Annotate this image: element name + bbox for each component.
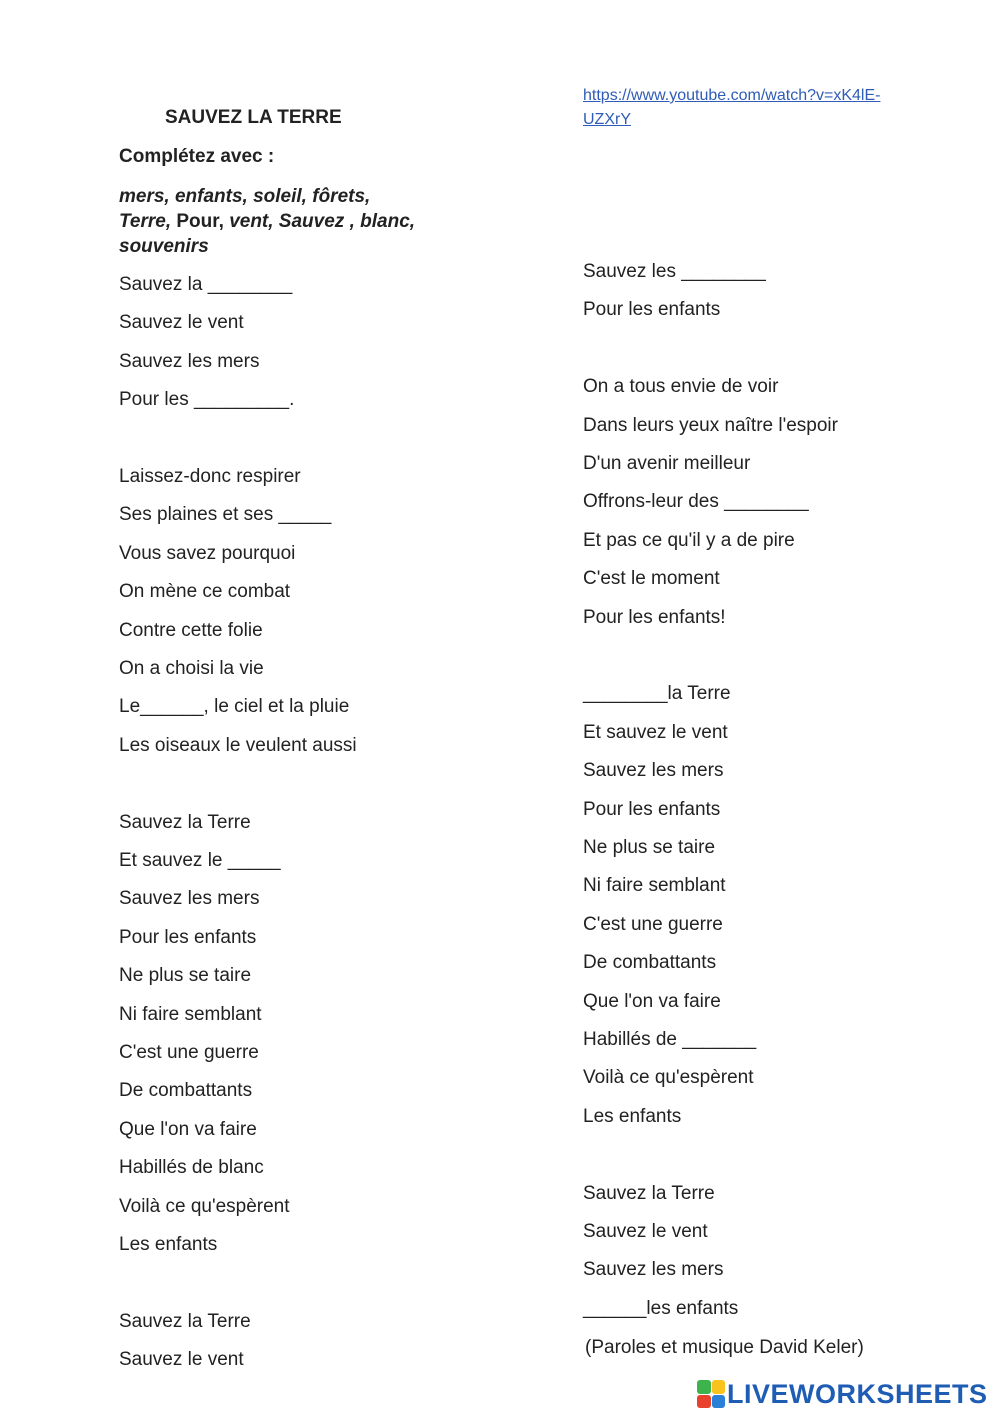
lyric-line: Contre cette folie bbox=[119, 620, 263, 641]
logo-tile bbox=[712, 1380, 726, 1394]
lyric-line: D'un avenir meilleur bbox=[583, 453, 751, 474]
logo-tile bbox=[697, 1395, 711, 1409]
lyric-line: C'est le moment bbox=[583, 568, 720, 589]
youtube-link[interactable]: https://www.youtube.com/watch?v=xK4lE-UZXrY bbox=[583, 87, 881, 128]
lyric-line: Sauvez les mers bbox=[119, 351, 260, 372]
lyric-line: Les oiseaux le veulent aussi bbox=[119, 735, 357, 756]
lyric-line: Sauvez le vent bbox=[583, 1221, 708, 1242]
lyric-line: Sauvez la Terre bbox=[119, 1311, 251, 1332]
word-bank-part: Pour, bbox=[171, 211, 230, 232]
lyric-line: On mène ce combat bbox=[119, 581, 291, 602]
worksheet-title: SAUVEZ LA TERRE bbox=[165, 107, 342, 128]
lyric-line: Pour les _________. bbox=[119, 389, 295, 410]
logo-tile bbox=[712, 1395, 726, 1409]
lyric-line: C'est une guerre bbox=[583, 914, 723, 935]
lyric-line: Sauvez la Terre bbox=[119, 812, 251, 833]
lyric-line: Sauvez les mers bbox=[119, 888, 260, 909]
lyric-line: ______les enfants bbox=[583, 1298, 739, 1319]
lyric-line: Laissez-donc respirer bbox=[119, 466, 301, 487]
word-bank-part: Terre, bbox=[119, 211, 172, 232]
lyric-line: Ni faire semblant bbox=[583, 875, 726, 896]
lyric-line: De combattants bbox=[583, 952, 717, 973]
lyric-line: Voilà ce qu'espèrent bbox=[583, 1067, 754, 1088]
word-bank-part: mers, enfants, soleil, fôrets, bbox=[119, 186, 371, 207]
lyric-line: Pour les enfants bbox=[583, 799, 721, 820]
lyric-line: Sauvez les mers bbox=[583, 1259, 724, 1280]
lyric-line: Ni faire semblant bbox=[119, 1004, 262, 1025]
word-bank-part: blanc, souvenirs bbox=[119, 211, 416, 257]
liveworksheets-logo-icon bbox=[697, 1380, 725, 1408]
lyric-line: Et sauvez le vent bbox=[583, 722, 728, 743]
lyric-line: Ses plaines et ses _____ bbox=[119, 504, 332, 525]
lyric-line: ________la Terre bbox=[583, 683, 731, 704]
lyric-line: Et sauvez le _____ bbox=[119, 850, 281, 871]
lyric-line: Les enfants bbox=[119, 1234, 218, 1255]
lyric-line: Sauvez la Terre bbox=[583, 1183, 715, 1204]
lyric-line: Dans leurs yeux naître l'espoir bbox=[583, 415, 838, 436]
lyric-line: Voilà ce qu'espèrent bbox=[119, 1196, 290, 1217]
lyric-line: On a choisi la vie bbox=[119, 658, 264, 679]
lyric-line: Que l'on va faire bbox=[119, 1119, 257, 1140]
logo-tile bbox=[697, 1380, 711, 1394]
lyric-line: Vous savez pourquoi bbox=[119, 543, 296, 564]
lyric-line: Le______, le ciel et la pluie bbox=[119, 696, 350, 717]
lyric-line: Sauvez les mers bbox=[583, 760, 724, 781]
word-bank-part: vent, Sauvez , bbox=[229, 211, 355, 232]
lyric-line: On a tous envie de voir bbox=[583, 376, 779, 397]
lyric-line: Sauvez la ________ bbox=[119, 274, 293, 295]
lyric-line: Habillés de _______ bbox=[583, 1029, 757, 1050]
lyric-line: Que l'on va faire bbox=[583, 991, 721, 1012]
lyric-line: C'est une guerre bbox=[119, 1042, 259, 1063]
instruction: Complétez avec : bbox=[119, 146, 275, 167]
watermark-text: LIVEWORKSHEETS bbox=[727, 1378, 988, 1409]
liveworksheets-watermark bbox=[697, 1376, 988, 1412]
lyric-line: Pour les enfants bbox=[583, 299, 721, 320]
lyric-line: Sauvez le vent bbox=[119, 312, 244, 333]
credit-line: (Paroles et musique David Keler) bbox=[585, 1337, 864, 1358]
lyric-line: Habillés de blanc bbox=[119, 1157, 264, 1178]
lyric-line: Sauvez les ________ bbox=[583, 261, 766, 282]
lyric-line: Ne plus se taire bbox=[583, 837, 716, 858]
lyric-line: Ne plus se taire bbox=[119, 965, 252, 986]
lyric-line: Pour les enfants! bbox=[583, 607, 726, 628]
lyric-line: Pour les enfants bbox=[119, 927, 257, 948]
word-bank bbox=[119, 184, 419, 259]
lyric-line: De combattants bbox=[119, 1080, 253, 1101]
lyric-line: Et pas ce qu'il y a de pire bbox=[583, 530, 795, 551]
lyric-line: Sauvez le vent bbox=[119, 1349, 244, 1370]
lyric-line: Offrons-leur des ________ bbox=[583, 491, 809, 512]
lyric-line: Les enfants bbox=[583, 1106, 682, 1127]
